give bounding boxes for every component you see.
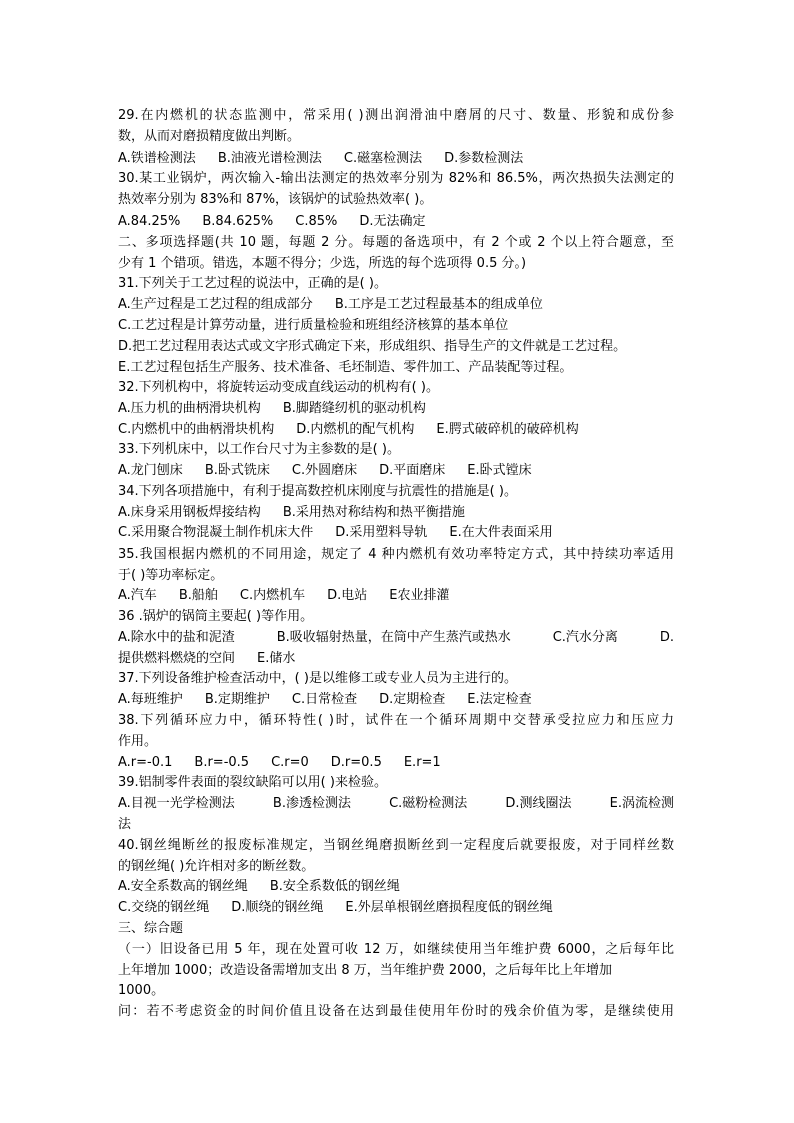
option-text: E.储水 — [257, 651, 296, 666]
option-text: C.采用聚合物混凝土制作机床大件 — [118, 525, 314, 540]
text-line-q31-optE: E.工艺过程包括生产服务、技术准备、毛坯制造、零件加工、产品装配等过程。 — [118, 360, 573, 375]
text-line-q39-opts2: 法 — [118, 817, 132, 832]
text-line-q33-l1: 33.下列机床中，以工作台尺寸为主参数的是( )。 — [118, 442, 400, 457]
option-text: C.内燃机车 — [239, 588, 306, 603]
text-line-q35-opts — [118, 586, 449, 606]
text-line-sec2-l1: 二、多项选择题(共 10 题，每题 2 分。每题的备选项中，有 2 个或 2 个以上符合题意，至 — [118, 235, 674, 250]
option-text: A.除水中的盐和泥渣 — [118, 630, 235, 645]
text-line-q31-optC: C.工艺过程是计算劳动量，进行质量检验和班组经济核算的基本单位 — [118, 318, 509, 333]
option-text: A.安全系数高的钢丝绳 — [118, 879, 248, 894]
option-text: C.交绕的钢丝绳 — [118, 900, 210, 915]
text-line-q31-l1: 31.下列关于工艺过程的说法中，正确的是( )。 — [118, 276, 387, 291]
text-line-q29-opts — [118, 149, 523, 169]
option-text: E.外层单根钢丝磨损程度低的钢丝绳 — [345, 900, 553, 915]
text-line-case1-l1: （一）旧设备已用 5 年，现在处置可收 12 万，如继续使用当年维护费 6000，之后每年比 — [118, 942, 674, 957]
option-text: E.r=1 — [403, 755, 441, 770]
option-text: C.磁粉检测法 — [389, 796, 468, 811]
text-line-q32-l1: 32.下列机构中，将旋转运动变成直线运动的机构有( )。 — [118, 380, 439, 395]
option-text: D.采用塑料导轨 — [335, 525, 428, 540]
option-text: D.定期检查 — [379, 692, 446, 707]
option-text: B.定期维护 — [204, 692, 270, 707]
text-line-q36-l1: 36 .锅炉的锅筒主要起( )等作用。 — [118, 609, 314, 624]
option-text: A.目视一光学检测法 — [118, 796, 235, 811]
option-text: A.压力机的曲柄滑块机构 — [118, 401, 261, 416]
text-line-case1-l3: 1000。 — [118, 983, 165, 998]
option-text: D.无法确定 — [359, 214, 426, 229]
option-text: B.卧式铣床 — [204, 463, 270, 478]
option-text: C.汽水分离 — [552, 630, 618, 645]
text-line-q32-opts2 — [118, 420, 579, 440]
text-line-q36-opts1 — [118, 628, 674, 648]
option-text: A.每班维护 — [118, 692, 183, 707]
option-text: D.参数检测法 — [444, 151, 524, 166]
option-text: B.r=-0.5 — [194, 755, 250, 770]
option-text: B.吸收辐射热量，在筒中产生蒸汽或热水 — [276, 630, 511, 645]
option-text: E.卧式镗床 — [467, 463, 532, 478]
text-line-q29-l2: 数，从而对磨损精度做出判断。 — [118, 129, 301, 144]
option-text: B.渗透检测法 — [272, 796, 351, 811]
option-text: E.在大件表面采用 — [449, 525, 553, 540]
option-text: D.测线圈法 — [505, 796, 572, 811]
text-line-sec3-title: 三、综合题 — [118, 921, 184, 936]
option-text: 提供燃料燃烧的空间 — [118, 651, 236, 666]
text-line-q39-l1: 39.铝制零件表面的裂纹缺陷可以用( )来检验。 — [118, 775, 387, 790]
text-line-q40-opts2 — [118, 898, 553, 918]
option-text: C.磁塞检测法 — [343, 151, 423, 166]
text-line-q39-opts1 — [118, 794, 674, 814]
option-text: E.腭式破碎机的破碎机构 — [436, 422, 579, 437]
text-line-q35-l1: 35.我国根据内燃机的不同用途，规定了 4 种内燃机有效功率特定方式，其中持续功率适用 — [118, 547, 674, 562]
option-text: D.顺绕的钢丝绳 — [231, 900, 324, 915]
text-line-q30-l1: 30.某工业锅炉，两次输入-输出法测定的热效率分别为 82%和 86.5%，两次热损失法测定的 — [118, 171, 674, 186]
option-text: B.84.625% — [202, 214, 274, 229]
text-line-q38-l1: 38.下列循环应力中，循环特性( )时，试件在一个循环周期中交替承受拉应力和压应力 — [118, 713, 674, 728]
text-line-q31-opts1 — [118, 295, 543, 315]
text-line-q35-l2: 于( )等功率标定。 — [118, 568, 224, 583]
text-line-q29-l1: 29.在内燃机的状态监测中，常采用( )测出润滑油中磨屑的尺寸、数量、形貌和成份参 — [118, 108, 674, 123]
option-text: A.生产过程是工艺过程的组成部分 — [118, 297, 313, 312]
option-text: E.法定检查 — [467, 692, 532, 707]
text-line-q40-l2: 的钢丝绳( )允许相对多的断丝数。 — [118, 859, 315, 874]
text-line-q37-opts — [118, 690, 532, 710]
option-text: C.85% — [295, 214, 338, 229]
option-text: D.电站 — [327, 588, 368, 603]
option-text: A.铁谱检测法 — [118, 151, 196, 166]
text-line-q30-l2: 热效率分别为 83%和 87%，该锅炉的试验热效率( )。 — [118, 192, 433, 207]
option-text: B.工序是工艺过程最基本的组成单位 — [334, 297, 543, 312]
option-text: C.内燃机中的曲柄滑块机构 — [118, 422, 275, 437]
text-line-q31-optD: D.把工艺过程用表达式或文字形式确定下来，形成组织、指导生产的文件就是工艺过程。 — [118, 339, 627, 354]
text-line-q34-opts2 — [118, 523, 553, 543]
text-line-case1-q: 问：若不考虑资金的时间价值且设备在达到最佳使用年份时的残余价值为零，是继续使用 — [118, 1004, 674, 1019]
text-line-q33-opts — [118, 461, 532, 481]
text-line-q34-l1: 34.下列各项措施中，有利于提高数控机床刚度与抗震性的措施是( )。 — [118, 484, 517, 499]
text-line-q36-opts2 — [118, 649, 295, 669]
option-text: E.涡流检测 — [609, 796, 674, 811]
option-text: B.油液光谱检测法 — [217, 151, 322, 166]
text-line-q30-opts — [118, 212, 426, 232]
text-line-case1-l2: 上年增加 1000；改造设备需增加支出 8 万，当年维护费 2000，之后每年比上年增加 — [118, 963, 612, 978]
option-text: B.安全系数低的钢丝绳 — [269, 879, 400, 894]
text-line-sec2-l2: 少有 1 个错项。错选，本题不得分；少选，所选的每个选项得 0.5 分。) — [118, 256, 527, 271]
text-line-q37-l1: 37.下列设备维护检查活动中，( )是以维修工或专业人员为主进行的。 — [118, 671, 517, 686]
option-text: B.船舶 — [178, 588, 218, 603]
option-text: C.外圆磨床 — [291, 463, 358, 478]
text-line-q34-opts1 — [118, 503, 465, 523]
option-text: C.r=0 — [271, 755, 309, 770]
option-text: D. — [659, 630, 675, 645]
text-line-q40-opts1 — [118, 877, 400, 897]
option-text: B.采用热对称结构和热平衡措施 — [282, 505, 465, 520]
option-text: C.日常检查 — [291, 692, 358, 707]
option-text: B.脚踏缝纫机的驱动机构 — [282, 401, 426, 416]
option-text: A.r=-0.1 — [118, 755, 173, 770]
text-line-q38-opts — [118, 753, 441, 773]
option-text: D.平面磨床 — [379, 463, 446, 478]
text-line-q40-l1: 40.钢丝绳断丝的报废标准规定，当钢丝绳磨损断丝到一定程度后就要报废，对于同样丝数 — [118, 838, 674, 853]
option-text: A.汽车 — [118, 588, 157, 603]
option-text: D.内燃机的配气机构 — [296, 422, 415, 437]
option-text: D.r=0.5 — [330, 755, 382, 770]
option-text: E农业排灌 — [389, 588, 450, 603]
option-text: A.床身采用钢板焊接结构 — [118, 505, 261, 520]
option-text: A.84.25% — [118, 214, 181, 229]
option-text: A.龙门刨床 — [118, 463, 183, 478]
text-line-q38-l2: 作用。 — [118, 734, 158, 749]
text-line-q32-opts1 — [118, 399, 426, 419]
